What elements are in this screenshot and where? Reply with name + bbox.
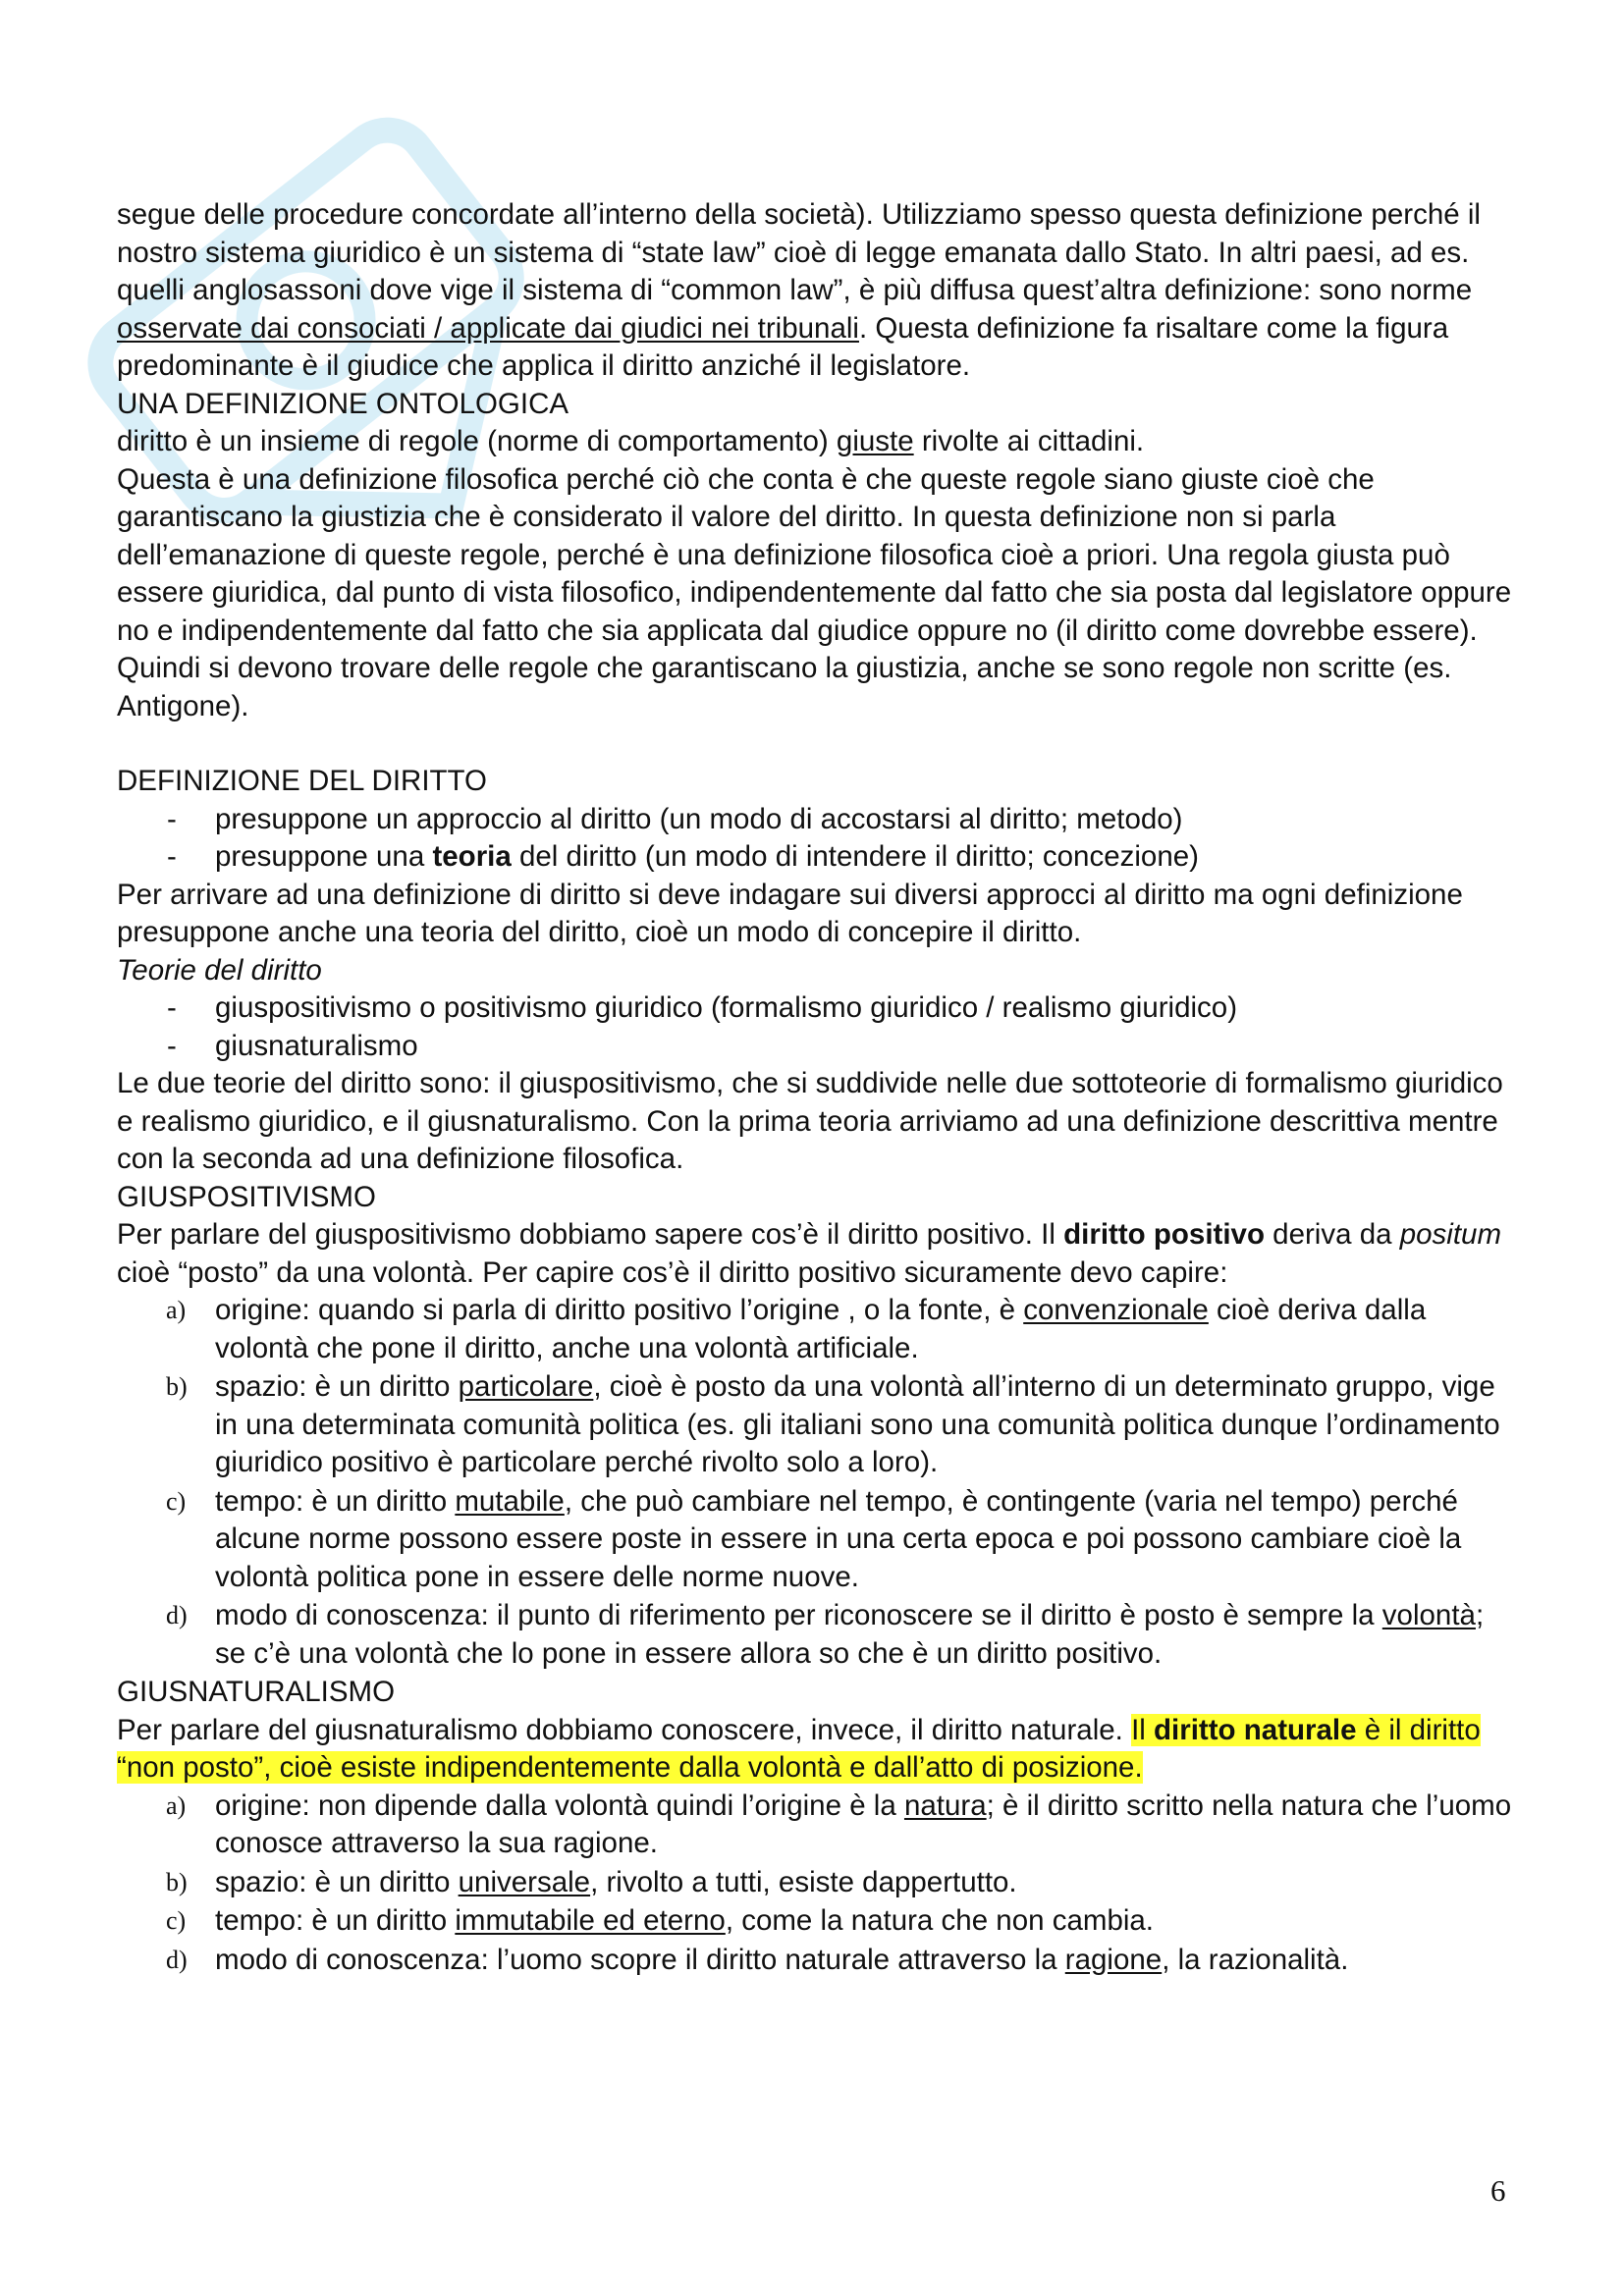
- list-item: [117, 1483, 1521, 1597]
- paragraph-state-law: [117, 196, 1521, 386]
- text-run: Per parlare del giusnaturalismo dobbiamo conoscere, invece, il diritto naturale.: [117, 1713, 1132, 1746]
- paragraph-spacer: [117, 725, 1521, 763]
- text-run: presuppone una: [215, 840, 433, 873]
- text-run: modo di conoscenza: il punto di riferimento per riconoscere se il diritto è posto è sempre la: [215, 1599, 1382, 1631]
- underlined-text: natura: [903, 1789, 987, 1822]
- text-run: , cioè è posto da una volontà all’interno di un determinato gruppo, vige in una determinata comunità politica (es. gli italiani sono una comunità politica dunque l’ordinamento giuridico positivo è particolare perché rivolto solo a loro).: [215, 1370, 1500, 1478]
- text-run: è il diritto “non posto”, cioè esiste indipendentemente dalla volontà e dall’atto di posizione.: [117, 1713, 1481, 1784]
- underlined-text: convenzionale: [1023, 1294, 1209, 1326]
- underlined-text: giuste: [836, 425, 914, 457]
- definition-list: [117, 801, 1521, 877]
- text-run: cioè “posto” da una volontà. Per capire cos’è il diritto positivo sicuramente devo capire:: [117, 1255, 1228, 1289]
- text-run: spazio: è un diritto: [215, 1865, 459, 1898]
- natural-law-list: [117, 1788, 1521, 1980]
- list-item: [117, 801, 1521, 839]
- list-item: [117, 838, 1521, 877]
- text-run: cioè deriva dalla volontà che pone il diritto, anche una volontà artificiale.: [215, 1294, 1427, 1364]
- text-run: , che può cambiare nel tempo, è contingente (varia nel tempo) perché alcune norme possono essere poste in essere in una certa epoca e poi possono cambiare cioè la volontà politica pone in essere delle norme nuove.: [215, 1484, 1462, 1593]
- list-marker: a): [166, 1790, 187, 1820]
- heading-teorie: [117, 952, 1521, 990]
- text-run: deriva da: [1264, 1218, 1400, 1251]
- underlined-text: osservate dai consociati / applicate dai giudici nei tribunali: [117, 311, 859, 345]
- list-item: [117, 1902, 1521, 1941]
- list-marker: b): [166, 1867, 188, 1896]
- list-item: [117, 1597, 1521, 1673]
- text-run: ; è il diritto scritto nella natura che l’uomo conosce attraverso la sua ragione.: [215, 1789, 1512, 1859]
- paragraph-ontological-definition: [117, 423, 1521, 461]
- list-marker: c): [166, 1906, 187, 1935]
- underlined-text: volontà: [1381, 1599, 1476, 1631]
- heading-definizione: DEFINIZIONE DEL DIRITTO: [117, 765, 487, 797]
- list-item: - giusnaturalismo: [117, 1028, 1521, 1066]
- list-item: [117, 1942, 1521, 1980]
- paragraph-two-theories: Le due teorie del diritto sono: il giuspositivismo, che si suddivide nelle due sottoteorie di formalismo giuridico e realismo giuridico, e il giusnaturalismo. Con la prima teoria arriviamo ad una definizione descrittiva mentre con la seconda ad una definizione filosofica.: [117, 1067, 1503, 1175]
- heading-giuspositivismo: GIUSPOSITIVISMO: [117, 1180, 376, 1213]
- text-run: , la razionalità.: [1162, 1943, 1349, 1976]
- text-run: origine: non dipende dalla volontà quindi l’origine è la: [215, 1789, 904, 1822]
- list-item: [117, 1292, 1521, 1367]
- paragraph-philosophical: Questa è una definizione filosofica perché ciò che conta è che queste regole siano giuste cioè che garantiscano la giustizia che è considerato il valore del diritto. In questa definizione non si parla dell’emanazione di queste regole, perché è una definizione filosofica cioè a priori. Una regola giusta può essere giuridica, dal punto di vista filosofico, indipendentemente dal fatto che sia posta dal legislatore oppure no e indipendentemente dal fatto che sia applicata dal giudice oppure no (il diritto come dovrebbe essere). Quindi si devono trovare delle regole che garantiscano la giustizia, anche se sono regole non scritte (es. Antigone).: [117, 462, 1512, 722]
- bold-text: teoria: [432, 840, 512, 873]
- text-run: tempo: è un diritto: [215, 1484, 456, 1518]
- document-body: [117, 196, 1521, 1980]
- text-run: tempo: è un diritto: [215, 1904, 456, 1937]
- page-number: 6: [1490, 2173, 1506, 2208]
- list-item: - giuspositivismo o positivismo giuridico (formalismo giuridico / realismo giuridico): [117, 989, 1521, 1028]
- paragraph-positive-law: [117, 1216, 1521, 1292]
- list-marker: b): [166, 1372, 188, 1401]
- list-marker: c): [166, 1486, 187, 1516]
- underlined-text: mutabile: [455, 1484, 565, 1518]
- underlined-text: immutabile ed eterno: [455, 1904, 726, 1937]
- underlined-text: universale: [458, 1865, 591, 1898]
- text-run: spazio: è un diritto: [215, 1370, 459, 1403]
- text-run: rivolte ai cittadini.: [913, 425, 1145, 457]
- text-run: del diritto (un modo di intendere il diritto; concezione): [511, 840, 1199, 873]
- text-run: origine: quando si parla di diritto positivo l’origine , o la fonte, è: [215, 1294, 1024, 1326]
- list-marker: d): [166, 1601, 188, 1629]
- heading-giusnaturalismo: GIUSNATURALISMO: [117, 1676, 396, 1708]
- text-run: . Questa definizione fa risaltare come la figura predominante è il giudice che applica il diritto anziché il legislatore.: [117, 311, 1449, 382]
- positive-law-list: [117, 1292, 1521, 1673]
- text-run: , come la natura che non cambia.: [725, 1904, 1155, 1937]
- text-run: Il: [1131, 1713, 1155, 1746]
- italic-text: Teorie del diritto: [117, 953, 322, 987]
- heading-ontologica: UNA DEFINIZIONE ONTOLOGICA: [117, 387, 569, 420]
- bold-text: diritto naturale: [1154, 1713, 1357, 1746]
- bold-text: diritto positivo: [1063, 1218, 1265, 1251]
- text-run: ; se c’è una volontà che lo pone in essere allora so che è un diritto positivo.: [215, 1599, 1485, 1670]
- list-marker: a): [166, 1296, 187, 1324]
- text-run: Per parlare del giuspositivismo dobbiamo sapere cos’è il diritto positivo. Il: [117, 1218, 1064, 1251]
- text-run: modo di conoscenza: l’uomo scopre il diritto naturale attraverso la: [215, 1943, 1065, 1976]
- text-run: segue delle procedure concordate all’interno della società). Utilizziamo spesso questa definizione perché il nostro sistema giuridico è un sistema di “state law” cioè di legge emanata dallo Stato. In altri paesi, ad es. quelli anglosassoni dove vige il sistema di “common law”, è più diffusa quest’altra definizione: sono norme: [117, 198, 1481, 306]
- paragraph-approaches: Per arrivare ad una definizione di diritto si deve indagare sui diversi approcci al diritto ma ogni definizione presuppone anche una teoria del diritto, cioè un modo di concepire il diritto.: [117, 878, 1463, 948]
- italic-text: positum: [1399, 1218, 1502, 1251]
- underlined-text: ragione: [1064, 1943, 1163, 1976]
- list-item: [117, 1788, 1521, 1863]
- list-marker: d): [166, 1945, 188, 1974]
- text-run: , rivolto a tutti, esiste dappertutto.: [590, 1865, 1017, 1898]
- text-run: presuppone un approccio al diritto (un modo di accostarsi al diritto; metodo): [215, 802, 1183, 835]
- text-run: diritto è un insieme di regole (norme di comportamento): [117, 425, 837, 457]
- list-item: [117, 1864, 1521, 1902]
- theories-list: [117, 989, 1521, 1065]
- underlined-text: particolare: [458, 1370, 594, 1403]
- paragraph-natural-law: [117, 1712, 1521, 1788]
- list-item: [117, 1368, 1521, 1482]
